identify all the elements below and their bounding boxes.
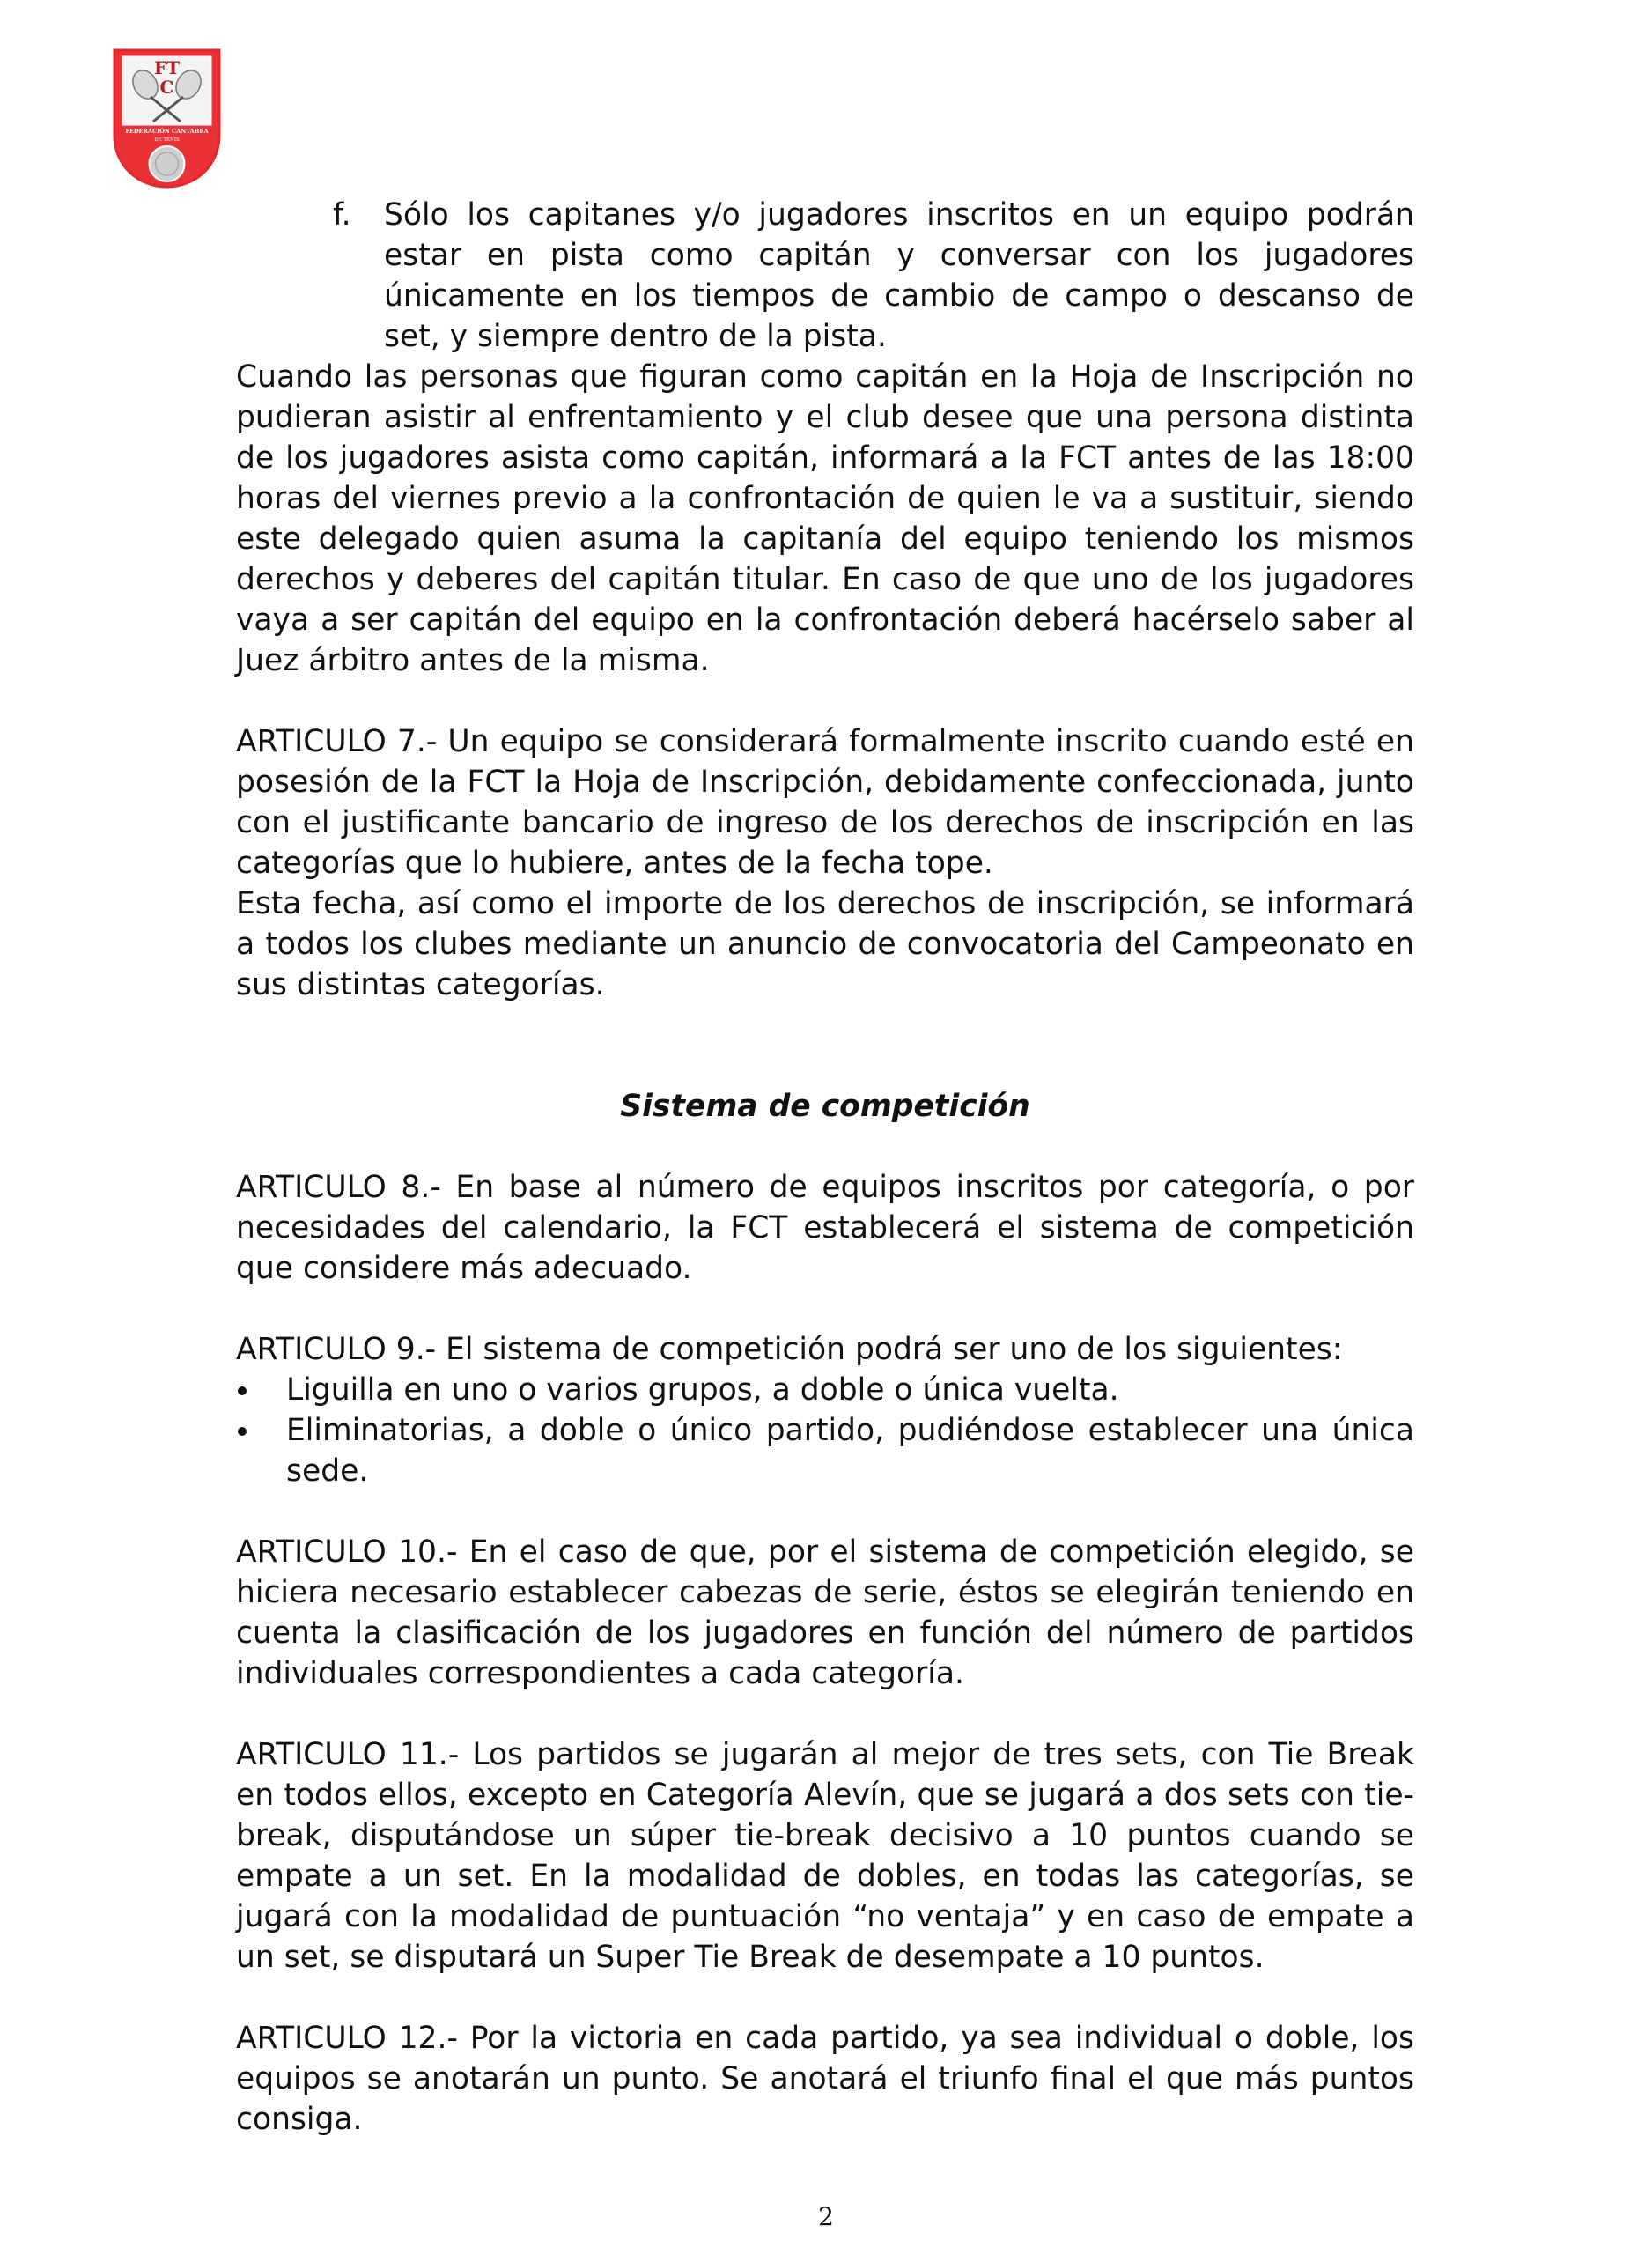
list-item: Liguilla en uno o varios grupos, a doble o única vuelta. (236, 1370, 1414, 1410)
article-9: ARTICULO 9.- El sistema de competición podrá ser uno de los siguientes: (236, 1332, 1343, 1367)
article-12: ARTICULO 12.- Por la victoria en cada partido, ya sea individual o doble, los equipos se anotarán un punto. Se anotará el triunfo final el que más puntos consiga. (236, 2021, 1414, 2137)
section-heading: Sistema de competición (620, 1089, 1030, 1124)
article-7: ARTICULO 7.- Un equipo se considerará formalmente inscrito cuando esté en posesión de la FCT la Hoja de Inscripción, debidamente confeccionada, junto con el justificante bancario de ingreso de los derechos de inscripción en las categorías que lo hubiere, antes de la fecha tope. (236, 724, 1414, 881)
page-number: 2 (818, 2202, 834, 2231)
article-8: ARTICULO 8.- En base al número de equipos inscritos por categoría, o por necesidades del calendario, la FCT establecerá el sistema de competición que considere más adecuado. (236, 1170, 1414, 1286)
bullet-icon (238, 1386, 247, 1395)
paragraph-captain: Cuando las personas que figuran como capitán en la Hoja de Inscripción no pudieran asistir al enfrentamiento y el club desee que una persona distinta de los jugadores asista como capitán, informará a la FCT antes de las 18:00 horas del viernes previo a la confrontación de quien le va a sustituir, siendo este delegado quien asuma la capitanía del equipo teniendo los mismos derechos y deberes del capitán titular. En caso de que uno de los jugadores vaya a ser capitán del equipo en la confrontación deberá hacérselo saber al Juez árbitro antes de la misma. (236, 359, 1414, 678)
logo-seal-icon (150, 146, 185, 181)
article-9-list (236, 1370, 1414, 1491)
logo-org-sub: DE TENIS (154, 137, 180, 143)
list-item: Eliminatorias, a doble o único partido, pudiéndose establecer una única sede. (236, 1410, 1414, 1491)
bullet-icon (238, 1427, 247, 1436)
logo-org-name: FEDERACIÓN CANTABRA (125, 128, 209, 135)
logo-initials-bottom: C (159, 77, 174, 98)
document-body (236, 195, 1414, 2140)
article-10: ARTICULO 10.- En el caso de que, por el sistema de competición elegido, se hiciera necesario establecer cabezas de serie, éstos se elegirán teniendo en cuenta la clasificación de los jugadores en función del número de partidos individuales correspondientes a cada categoría. (236, 1534, 1414, 1691)
article-11: ARTICULO 11.- Los partidos se jugarán al mejor de tres sets, con Tie Break en todos ellos, excepto en Categoría Alevín, que se jugará a dos sets con tie-break, disputándose un súper tie-break decisivo a 10 puntos cuando se empate a un set. En la modalidad de dobles, en todas las categorías, se jugará con la modalidad de puntuación “no ventaja” y en caso de empate a un set, se disputará un Super Tie Break de desempate a 10 puntos. (236, 1737, 1414, 1975)
list-item-text: Sólo los capitanes y/o jugadores inscritos en un equipo podrán estar en pista como capitán y conversar con los jugadores únicamente en los tiempos de cambio de campo o descanso de set, y siempre dentro de la pista. (384, 197, 1414, 354)
logo-initials-top: FT (153, 57, 181, 78)
fct-logo (112, 48, 222, 190)
list-item-f (236, 195, 1414, 357)
list-marker: f. (333, 197, 351, 233)
article-7-extra: Esta fecha, así como el importe de los derechos de inscripción, se informará a todos los clubes mediante un anuncio de convocatoria del Campeonato en sus distintas categorías. (236, 886, 1414, 1002)
